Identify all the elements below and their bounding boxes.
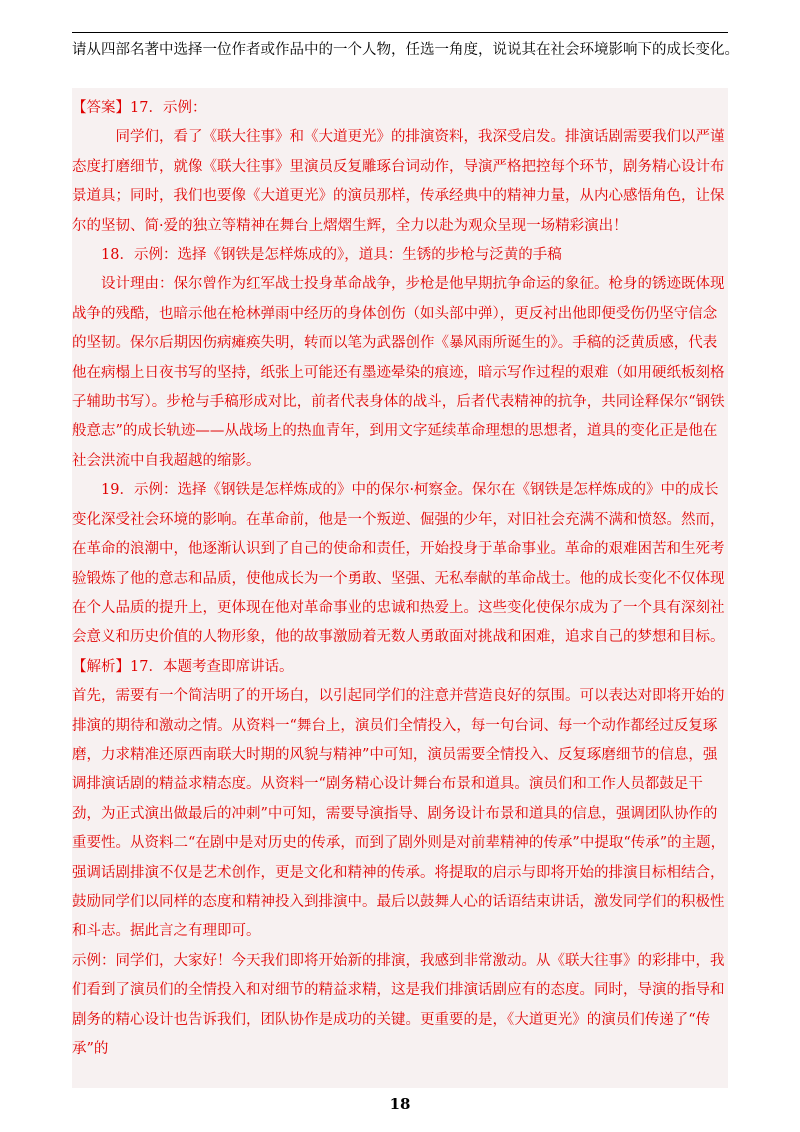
answer-19-paragraph: 19．示例：选择《钢铁是怎样炼成的》中的保尔·柯察金。保尔在《钢铁是怎样炼成的》中的成长变化深受社会环境的影响。在革命前，他是一个叛逆、倔强的少年，对旧社会充满不满和愤怒。然而，在革命的浪潮中，他逐渐认识到了自己的使命和责任，开始投身于革命事业。革命的艰难困苦和生死考验锻炼了他的意志和品质，使他成长为一个勇敢、坚强、无私奉献的革命战士。他的成长变化不仅体现在个人品质的提升上，更体现在他对革命事业的忠诚和热爱上。这些变化使保尔成为了一个具有深刻社会意义和历史价值的人物形象，他的故事激励着无数人勇敢面对挑战和困难，追求自己的梦想和目标。 (72, 482, 725, 646)
analysis-example-paragraph: 示例：同学们，大家好！今天我们即将开始新的排演，我感到非常激动。从《联大往事》的彩排中，我们看到了演员们的全情投入和对细节的精益求精，这是我们排演话剧应有的态度。同时，导演的指导和剧务的精心设计也告诉我们，团队协作是成功的关键。更重要的是，《大道更光》的演员们传递了“传承”的 (72, 952, 725, 1057)
analysis-label: 【解析】17．本题考查即席讲话。 (72, 658, 294, 675)
answer-content (72, 94, 728, 1064)
top-rule (72, 32, 728, 33)
page-number: 18 (389, 1095, 411, 1113)
question-text: 请从四部名著中选择一位作者或作品中的一个人物，任选一角度，说说其在社会环境影响下的成长变化。 (72, 42, 739, 58)
answer-18-body: 设计理由：保尔曾作为红军战士投身革命战争，步枪是他早期抗争命运的象征。枪身的锈迹既体现战争的残酷，也暗示他在枪林弹雨中经历的身体创伤（如头部中弹），更反衬出他即便受伤仍坚守信念的坚韧。保尔后期因伤病瘫痪失明，转而以笔为武器创作《暴风雨所诞生的》。手稿的泛黄质感，代表他在病榻上日夜书写的坚持，纸张上可能还有墨迹晕染的痕迹，暗示写作过程的艰难（如用硬纸板刻格子辅助书写）。步枪与手稿形成对比，前者代表身体的战斗，后者代表精神的抗争，共同诠释保尔“钢铁般意志”的成长轨迹——从战场上的热血青年，到用文字延续革命理想的思想者，道具的变化正是他在社会洪流中自我超越的缩影。 (72, 276, 725, 469)
answer-17-paragraph: 同学们，看了《联大往事》和《大道更光》的排演资料，我深受启发。排演话剧需要我们以严谨态度打磨细节，就像《联大往事》里演员反复雕琢台词动作，导演严格把控每个环节，剧务精心设计布景道具；同时，我们也要像《大道更光》的演员那样，传承经典中的精神力量，从内心感悟角色，让保尔的坚韧、简·爱的独立等精神在舞台上熠熠生辉，全力以赴为观众呈现一场精彩演出！ (72, 129, 725, 234)
analysis-paragraph: 首先，需要有一个简洁明了的开场白，以引起同学们的注意并营造良好的氛围。可以表达对即将开始的排演的期待和激动之情。从资料一“舞台上，演员们全情投入，每一句台词、每一个动作都经过反复琢磨，力求精准还原西南联大时期的风貌与精神”中可知，演员需要全情投入、反复琢磨细节的信息，强调排演话剧的精益求精态度。从资料一“剧务精心设计舞台布景和道具。演员们和工作人员都鼓足干劲，为正式演出做最后的冲刺”中可知，需要导演指导、剧务设计布景和道具的信息，强调团队协作的重要性。从资料二“在剧中是对历史的传承，而到了剧外则是对前辈精神的传承”中提取“传承”的主题，强调话剧排演不仅是艺术创作，更是文化和精神的传承。将提取的启示与即将开始的排演目标相结合，鼓励同学们以同样的态度和精神投入到排演中。最后以鼓舞人心的话语结束讲话，激发同学们的积极性和斗志。据此言之有理即可。 (72, 688, 726, 940)
answer-label: 【答案】17．示例： (72, 100, 207, 116)
answer-18-title: 18．示例：选择《钢铁是怎样炼成的》，道具：生锈的步枪与泛黄的手稿 (101, 247, 562, 264)
